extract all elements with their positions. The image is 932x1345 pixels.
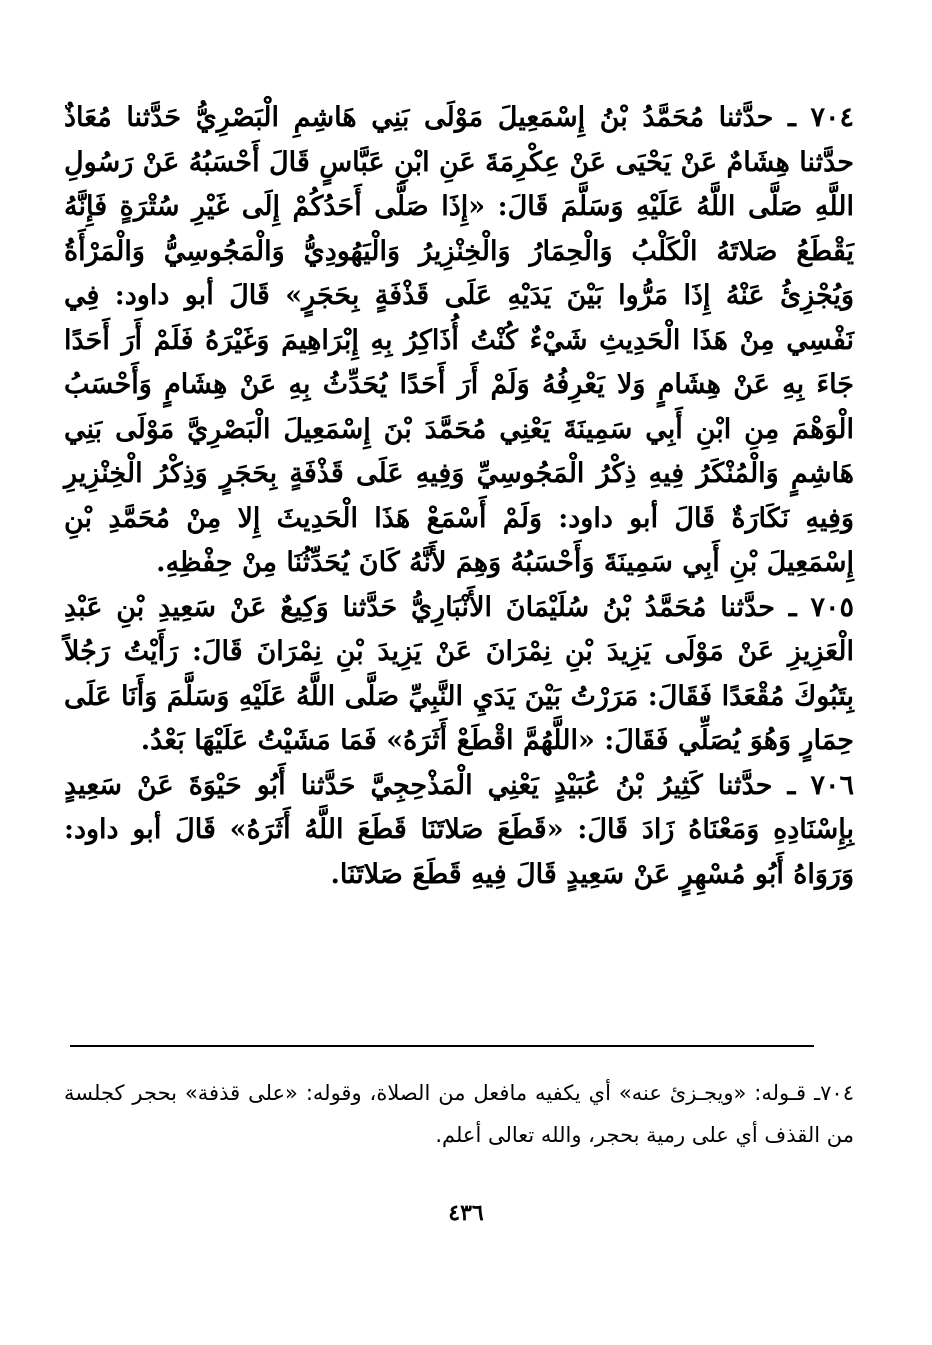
hadith-text: ـ حدَّثنا مُحَمَّدُ بْنُ إِسْمَعِيلَ مَوْلَى بَنِي هَاشِمِ الْبَصْرِيُّ حَدَّثنا مُعَاذٌ حدَّثنا هِشَامٌ عَنْ يَحْيَى عَنْ عِكْرِمَةَ عَنِ ابْنِ عَبَّاسٍ قَالَ أَحْسَبُهُ عَنْ رَسُولِ اللَّهِ صَلَّى اللَّهُ عَلَيْهِ وَسَلَّمَ قَالَ: «إِذَا صَلَّى أَحَدُكُمْ إِلَى غَيْرِ سُتْرَةٍ فَإِنَّهُ يَقْطَعُ صَلاتَهُ الْكَلْبُ وَالْحِمَارُ وَالْخِنْزِيرُ وَالْيَهُودِيُّ وَالْمَجُوسِيُّ وَالْمَرْأَةُ وَيُجْزِئُ عَنْهُ إِذَا مَرُّوا بَيْنَ يَدَيْهِ عَلَى قَذْفَةٍ بِحَجَرٍ» قَالَ أبو داود: فِي نَفْسِي مِنْ هَذَا الْحَدِيثِ شَيْءٌ كُنْتُ أُذَاكِرُ بِهِ إِبْرَاهِيمَ وَغَيْرَهُ فَلَمْ أَرَ أَحَدًا جَاءَ بِهِ عَنْ هِشَامٍ وَلا يَعْرِفُهُ وَلَمْ أَرَ أَحَدًا يُحَدِّثُ بِهِ عَنْ هِشَامٍ وَأَحْسَبُ الْوَهْمَ مِنِ ابْنِ أَبِي سَمِينَةَ يَعْنِي مُحَمَّدَ بْنَ إِسْمَعِيلَ الْبَصْرِيَّ مَوْلَى بَنِي هَاشِمٍ وَالْمُنْكَرُ فِيهِ ذِكْرُ الْمَجُوسِيِّ وَفِيهِ عَلَى قَذْفَةٍ بِحَجَرٍ وَذِكْرُ الْخِنْزِيرِ وَفِيهِ نَكَارَةٌ قَالَ أبو داود: وَلَمْ أَسْمَعْ هَذَا الْحَدِيثَ إِلا مِنْ مُحَمَّدِ بْنِ إِسْمَعِيلَ بْنِ أَبِي سَمِينَةَ وَأَحْسَبُهُ وَهِمَ لأَنَّهُ كَانَ يُحَدِّثُنَا مِنْ حِفْظِهِ. xyxy=(64,102,854,578)
hadith-704 xyxy=(64,96,854,586)
hadith-number: ٧٠٤ xyxy=(810,102,855,133)
main-text xyxy=(64,96,854,897)
hadith-number: ٧٠٦ xyxy=(810,769,854,801)
hadith-text: ـ حدَّثنا كَثِيرُ بْنُ عُبَيْدٍ يَعْنِي الْمَذْحِجِيَّ حَدَّثنا أَبُو حَيْوَةَ عَنْ سَعِيدٍ بِإِسْنَادِهِ وَمَعْنَاهُ زَادَ قَالَ: «قَطَعَ صَلاتَنَا قَطَعَ اللَّهُ أَثَرَهُ» قَالَ أبو داود: وَرَوَاهُ أَبُو مُسْهِرٍ عَنْ سَعِيدٍ قَالَ فِيهِ قَطَعَ صَلاتَنَا. xyxy=(64,769,854,890)
page-number: ٤٣٦ xyxy=(448,1200,484,1226)
hadith-705 xyxy=(64,586,854,764)
footnote-704: ٧٠٤ـ قـوله: «ويجـزئ عنه» أي يكفيه مافعل من الصلاة، وقوله: «على قذفة» بحجر كجلسة من القذف أي على رمية بحجر، والله تعالى أعلم. xyxy=(64,1081,854,1147)
hadith-706 xyxy=(64,764,854,898)
hadith-number: ٧٠٥ xyxy=(810,591,854,623)
hadith-text: ـ حدَّثنا مُحَمَّدُ بْنُ سُلَيْمَانَ الأَنْبَارِيُّ حَدَّثنا وَكِيعٌ عَنْ سَعِيدِ بْنِ عَبْدِ الْعَزِيزِ عَنْ مَوْلَى يَزِيدَ بْنِ نِمْرَانَ عَنْ يَزِيدَ بْنِ نِمْرَانَ قَالَ: رَأَيْتُ رَجُلاً بِتَبُوكَ مُقْعَدًا فَقَالَ: مَرَرْتُ بَيْنَ يَدَيِ النَّبِيِّ صَلَّى اللَّهُ عَلَيْهِ وَسَلَّمَ وَأَنَا عَلَى حِمَارٍ وَهُوَ يُصَلِّي فَقَالَ: «اللَّهُمَّ اقْطَعْ أَثَرَهُ» فَمَا مَشَيْتُ عَلَيْهَا بَعْدُ. xyxy=(64,591,854,756)
footnote-divider xyxy=(70,1045,814,1047)
footnotes xyxy=(64,1072,854,1156)
